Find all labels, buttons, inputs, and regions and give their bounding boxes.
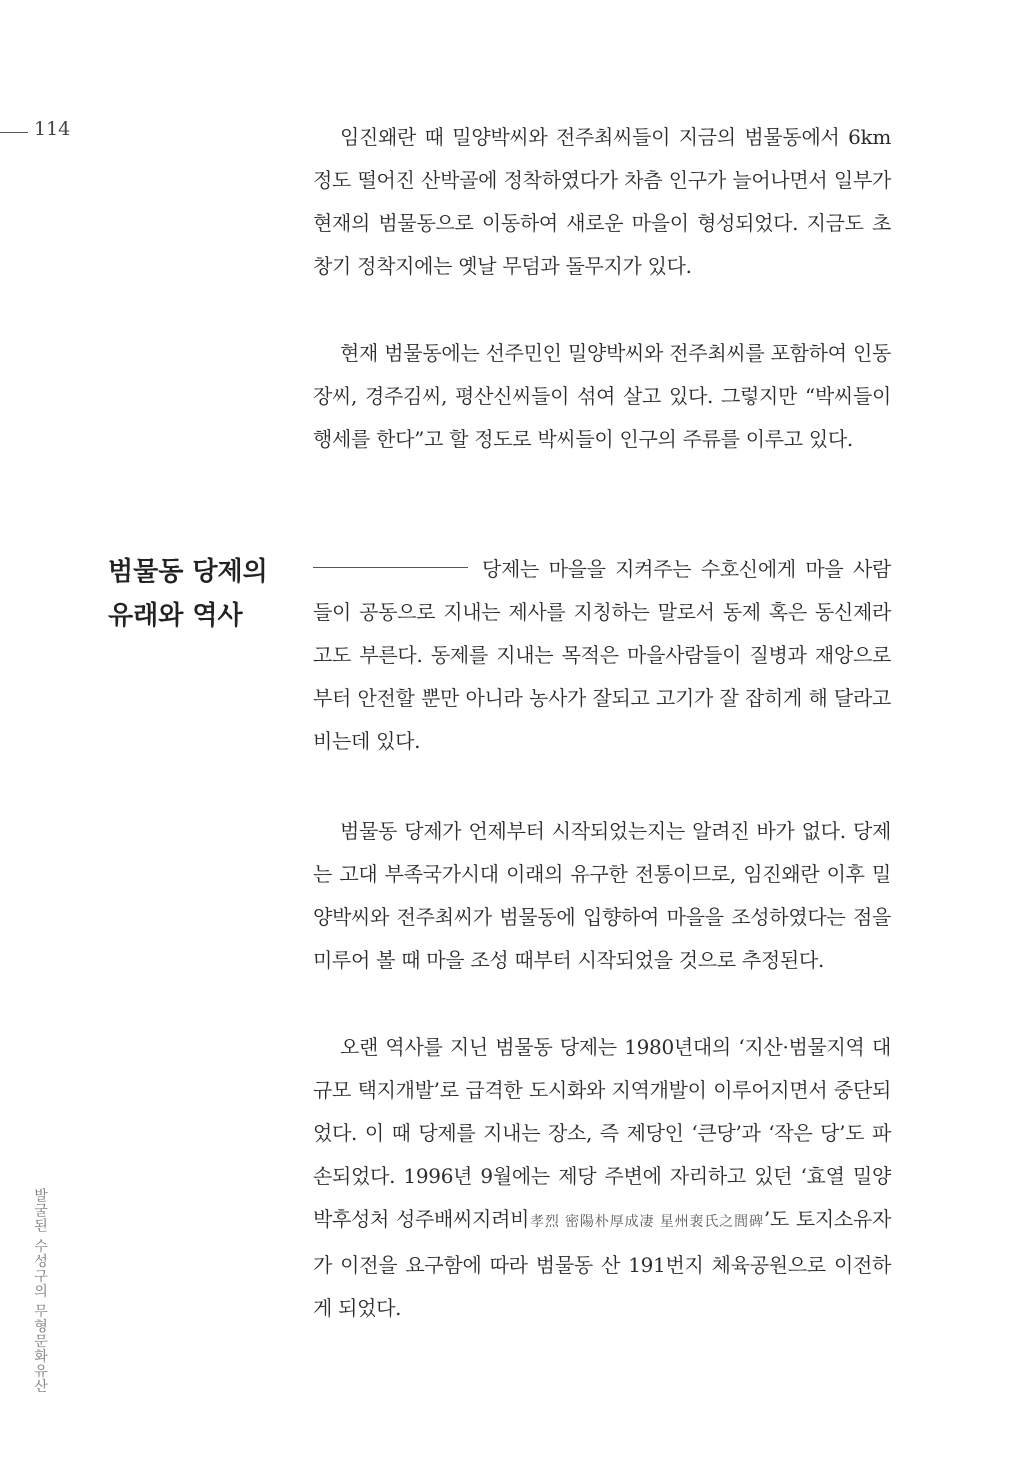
paragraph-5-hanja: 孝烈 密陽朴厚成凄 星州裵氏之閭碑: [529, 1214, 764, 1230]
paragraph-3-container: [313, 548, 891, 763]
folio-rule: [0, 132, 28, 133]
section-heading: [108, 550, 298, 638]
paragraph-5-text-b: ’도 토지소유자가 이전을 요구함에 따라 범물동 산 191번지 체육공원으로 이전하게 되었다.: [313, 1207, 891, 1320]
paragraph-2: 현재 범물동에는 선주민인 밀양박씨와 전주최씨를 포함하여 인동장씨, 경주김씨, 평산신씨들이 섞여 살고 있다. 그렇지만 “박씨들이 행세를 한다”고 할 정도로 박씨들이 인구의 주류를 이루고 있다.: [313, 341, 891, 451]
paragraph-1: 임진왜란 때 밀양박씨와 전주최씨들이 지금의 범물동에서 6km 정도 떨어진 산박골에 정착하였다가 차츰 인구가 늘어나면서 일부가 현재의 범물동으로 이동하여 새로운 마을이 형성되었다. 지금도 초창기 정착지에는 옛날 무덤과 돌무지가 있다.: [313, 125, 891, 278]
section-heading-line-1: 범물동 당제의: [108, 557, 268, 587]
section-heading-line-2: 유래와 역사: [108, 601, 243, 631]
page-number: 114: [34, 118, 71, 140]
paragraph-5-text-a: 오랜 역사를 지닌 범물동 당제는 1980년대의 ‘지산·범물지역 대규모 택지개발’로 급격한 도시화와 지역개발이 이루어지면서 중단되었다. 이 때 당제를 지내는 장소, 즉 제당인 ‘큰당’과 ‘작은 당’도 파손되었다. 1996년 9월에는 제당 주변에 자리하고 있던 ‘효열 밀양박후성처 성주배씨지려비: [313, 1035, 891, 1231]
paragraph-3: 당제는 마을을 지켜주는 수호신에게 마을 사람들이 공동으로 지내는 제사를 지칭하는 말로서 동제 혹은 동신제라고도 부른다. 동제를 지내는 목적은 마을사람들이 질병과 재앙으로부터 안전할 뿐만 아니라 농사가 잘되고 고기가 잘 잡히게 해 달라고 비는데 있다.: [313, 557, 891, 753]
section-lead-rule: [313, 567, 468, 568]
book-title-vertical: 발굴된 수성구의 무형문화유산: [32, 1188, 48, 1394]
paragraph-5: [313, 1026, 891, 1330]
paragraph-4: 범물동 당제가 언제부터 시작되었는지는 알려진 바가 없다. 당제는 고대 부족국가시대 이래의 유구한 전통이므로, 임진왜란 이후 밀양박씨와 전주최씨가 범물동에 입향하여 마을을 조성하였다는 점을 미루어 볼 때 마을 조성 때부터 시작되었을 것으로 추정된다.: [313, 819, 891, 972]
